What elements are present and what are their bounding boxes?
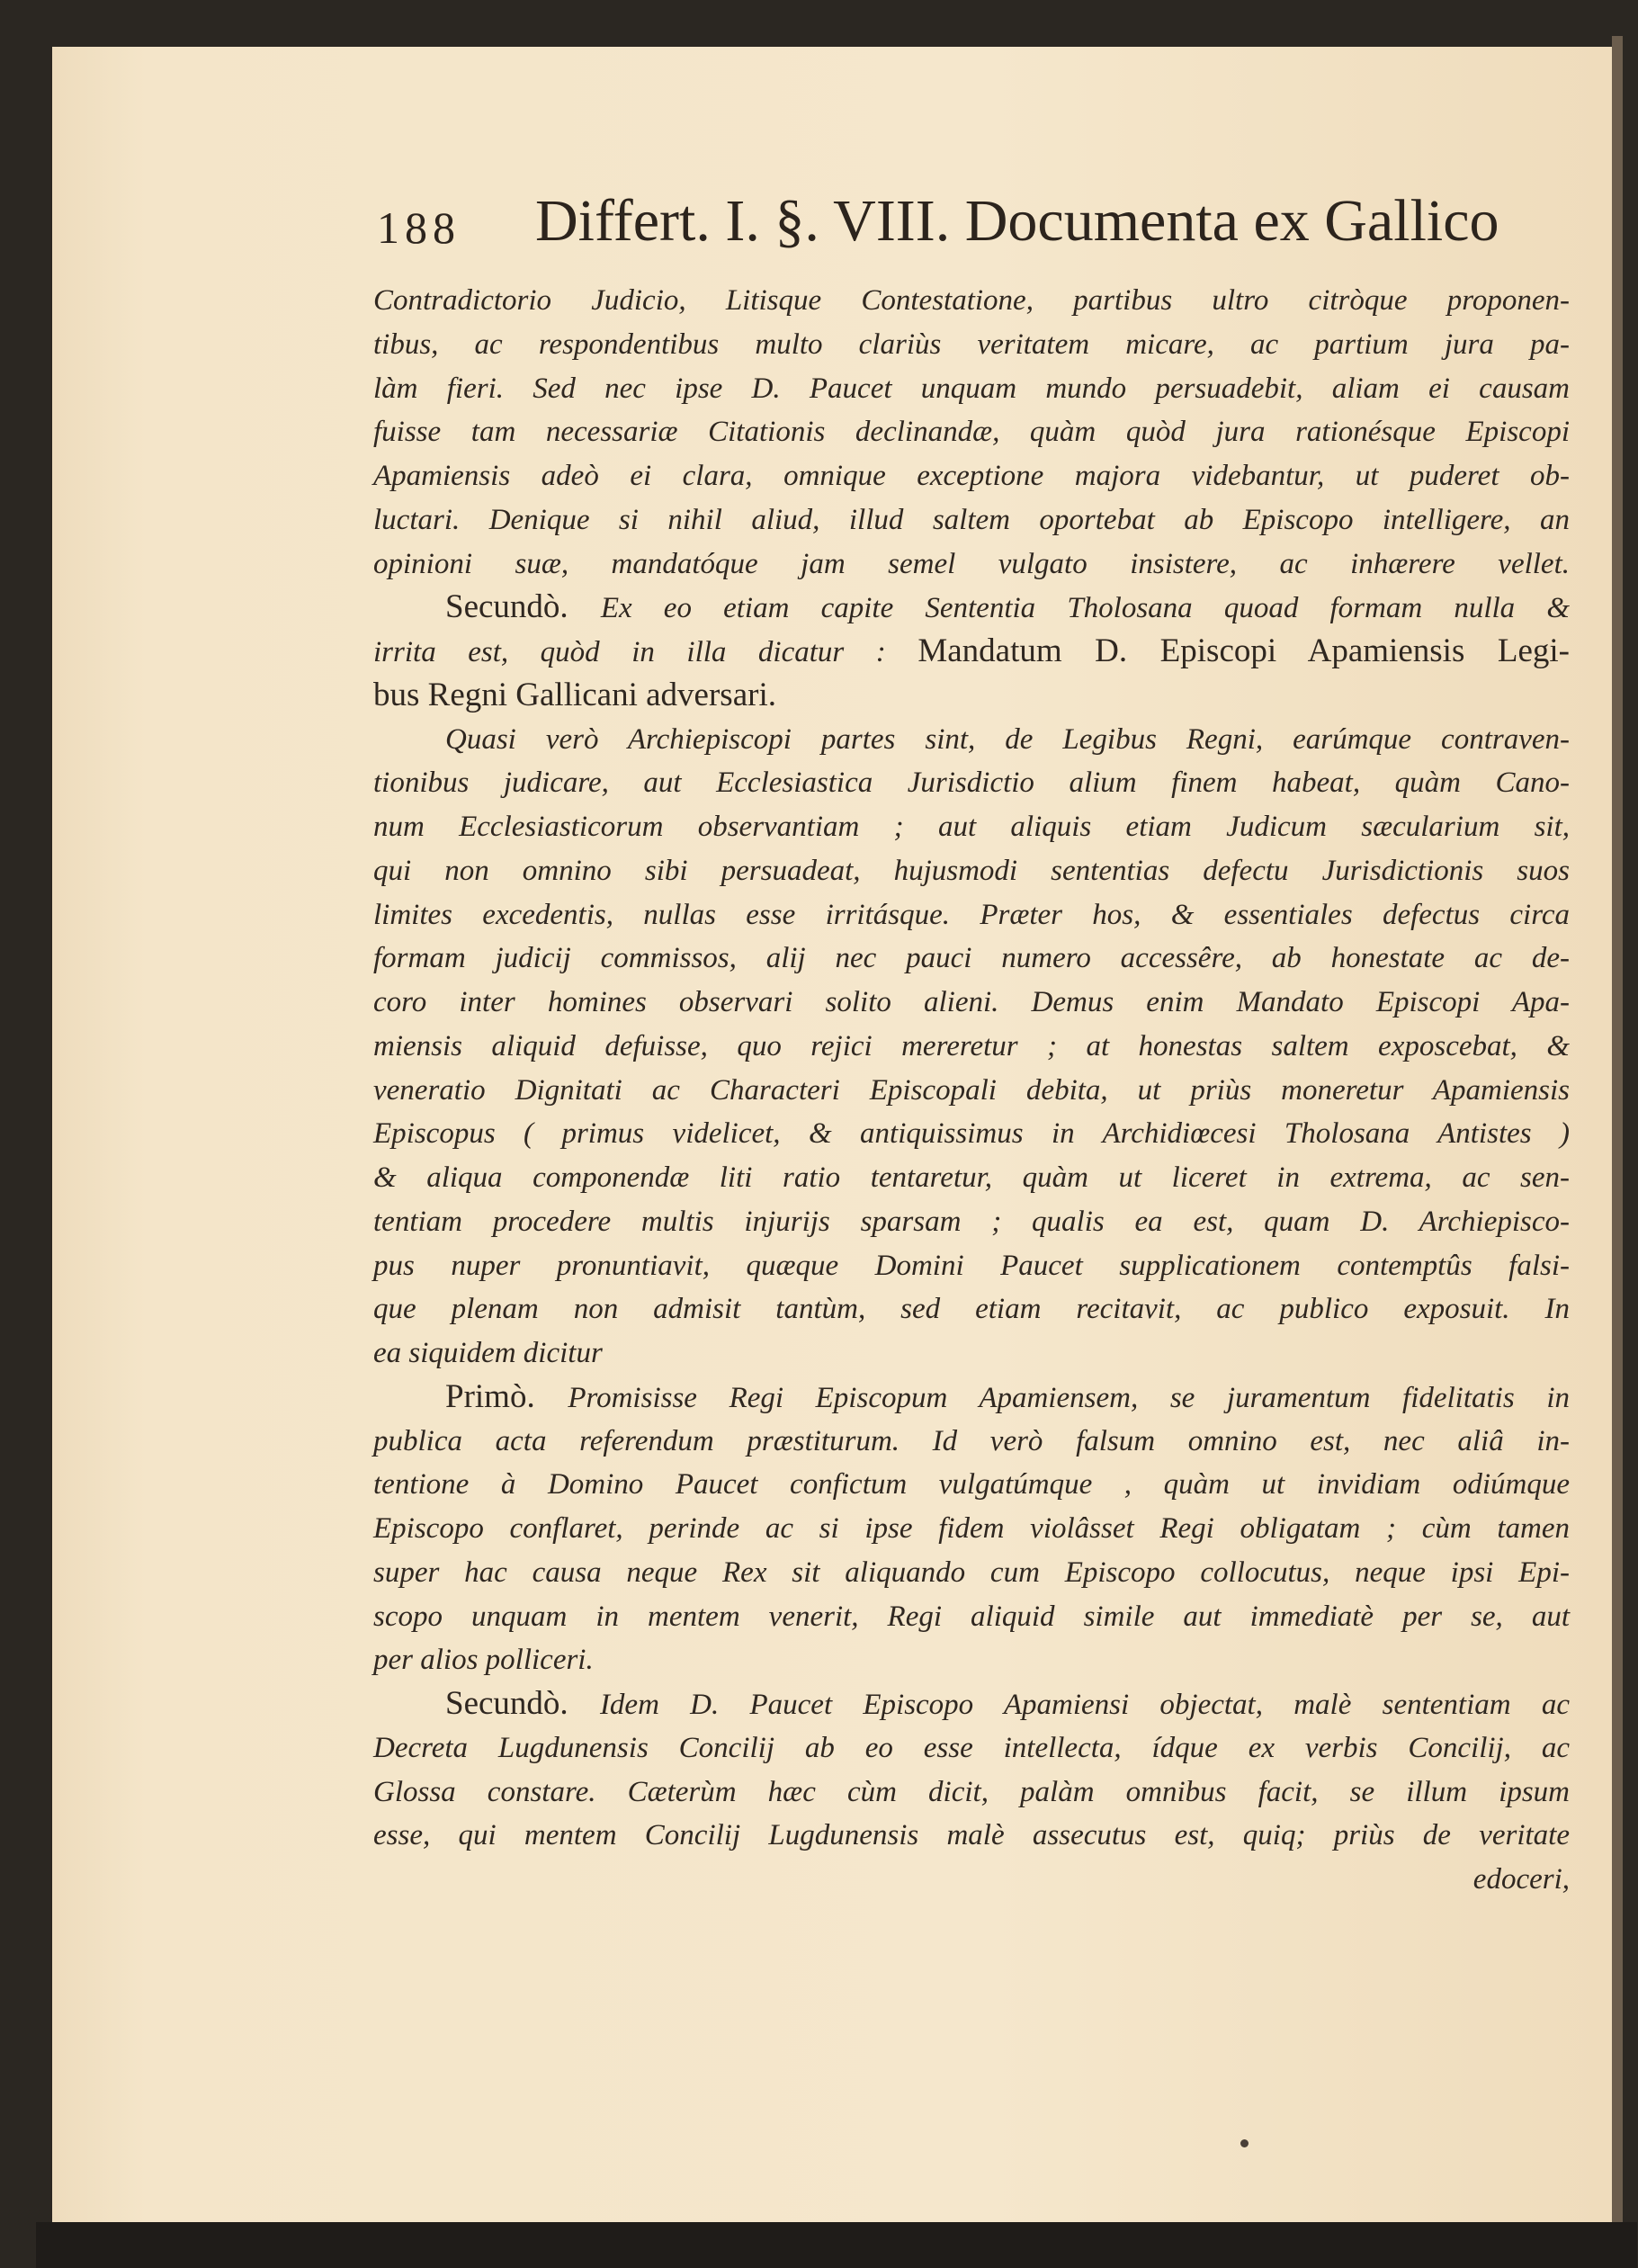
text-line xyxy=(445,1375,1570,1420)
text-line xyxy=(373,1199,1570,1244)
text-line xyxy=(373,1770,1570,1815)
italic-text: irrita est, quòd in illa dicatur : xyxy=(373,636,918,668)
italic-text: esse, qui mentem Concilij Lugdunensis malè assecutus est, quiq; priùs de veritate xyxy=(373,1819,1570,1852)
text-line xyxy=(373,1155,1570,1200)
text-line xyxy=(373,760,1570,805)
roman-text: Secundò. xyxy=(445,1685,600,1722)
italic-text: & aliqua componendæ liti ratio tentaretur, quàm ut liceret in extrema, ac sen- xyxy=(373,1161,1570,1194)
text-line xyxy=(373,1462,1570,1507)
text-line xyxy=(373,1331,1570,1376)
italic-text: Quasi verò Archiepiscopi partes sint, de Legibus Regni, earúmque contraven- xyxy=(445,722,1570,756)
italic-text: làm fieri. Sed nec ipse D. Paucet unquam mundo persuadebit, aliam ei causam xyxy=(373,372,1570,405)
italic-text: Apamiensis adeò ei clara, omnique exceptione majora videbantur, ut puderet ob- xyxy=(373,460,1570,492)
text-line xyxy=(373,1286,1570,1331)
text-line xyxy=(373,892,1570,937)
italic-text: que plenam non admisit tantùm, sed etiam recitavit, ac publico exposuit. In xyxy=(373,1293,1570,1326)
italic-text: Promisisse Regi Episcopum Apamiensem, se juramentum fidelitatis in xyxy=(568,1381,1570,1414)
text-line xyxy=(373,804,1570,849)
text-line xyxy=(373,980,1570,1025)
italic-text: tentiam procedere multis injurijs sparsam ; qualis ea est, quam D. Archiepisco- xyxy=(373,1205,1570,1238)
text-line xyxy=(373,848,1570,893)
italic-text: super hac causa neque Rex sit aliquando cum Episcopo collocutus, neque ipsi Epi- xyxy=(373,1555,1570,1589)
text-line xyxy=(373,498,1570,542)
page-header xyxy=(377,187,1499,259)
italic-text: Episcopus ( primus videlicet, & antiquissimus in Archidiœcesi Tholosana Antistes ) xyxy=(373,1117,1570,1151)
text-line xyxy=(445,1681,1570,1726)
italic-text: tentione à Domino Paucet confictum vulgatúmque , quàm ut invidiam odiúmque xyxy=(373,1468,1570,1502)
italic-text: publica acta referendum præstiturum. Id verò falsum omnino est, nec aliâ in- xyxy=(373,1424,1570,1457)
text-line xyxy=(373,1594,1570,1639)
italic-text: Idem D. Paucet Episcopo Apamiensi objectat, malè sententiam ac xyxy=(599,1689,1570,1721)
page-edge xyxy=(1612,36,1623,2231)
italic-text: Contradictorio Judicio, Litisque Contestatione, partibus ultro citròque proponen- xyxy=(373,284,1570,317)
text-line xyxy=(373,1726,1570,1770)
page-number: 188 xyxy=(377,202,461,253)
text-line xyxy=(373,1637,1570,1682)
italic-text: tibus, ac respondentibus multo clariùs veritatem micare, ac partium jura pa- xyxy=(373,327,1570,361)
italic-text: veneratio Dignitati ac Characteri Episcopali debita, ut priùs moneretur Apamiensis xyxy=(373,1073,1570,1107)
italic-text: scopo unquam in mentem venerit, Regi aliquid simile aut immediatè per se, aut xyxy=(373,1600,1570,1633)
roman-text: Mandatum D. Episcopi Apamiensis Legi- xyxy=(917,632,1570,669)
running-title: Differt. I. §. VIII. Documenta ex Gallico xyxy=(535,188,1499,254)
text-line xyxy=(373,1068,1570,1113)
text-line xyxy=(373,673,1570,718)
scan-border xyxy=(36,2222,1637,2268)
italic-text: edoceri, xyxy=(1472,1863,1570,1896)
text-line xyxy=(445,717,1570,762)
italic-text: opinioni suæ, mandatóque jam semel vulgato insistere, ac inhærere vellet. xyxy=(373,547,1570,580)
italic-text: Glossa constare. Cæterùm hæc cùm dicit, palàm omnibus facit, se illum ipsum xyxy=(373,1775,1570,1808)
text-line xyxy=(373,1419,1570,1464)
text-line xyxy=(373,1243,1570,1288)
text-line xyxy=(373,1111,1570,1156)
text-line xyxy=(373,322,1570,367)
text-line xyxy=(373,366,1570,411)
text-line xyxy=(373,542,1570,587)
roman-text: bus Regni Gallicani adversari. xyxy=(373,676,776,713)
italic-text: limites excedentis, nullas esse irritásque. Præter hos, & essentiales defectus circa xyxy=(373,898,1570,931)
roman-text: Secundò. xyxy=(445,588,601,626)
italic-text: pus nuper pronuntiavit, quæque Domini Paucet supplicationem contemptûs falsi- xyxy=(373,1249,1570,1282)
text-line xyxy=(445,585,1570,630)
text-line xyxy=(373,1506,1570,1551)
italic-text: tionibus judicare, aut Ecclesiastica Jurisdictio alium finem habeat, quàm Cano- xyxy=(373,766,1570,800)
text-line xyxy=(373,453,1570,498)
text-line xyxy=(373,409,1570,454)
italic-text: Ex eo etiam capite Sententia Tholosana quoad formam nulla & xyxy=(600,592,1570,625)
italic-text: Decreta Lugdunensis Concilij ab eo esse intellecta, ídque ex verbis Concilij, ac xyxy=(373,1731,1570,1764)
italic-text: fuisse tam necessariæ Citationis declinandæ, quàm quòd jura rationésque Episcopi xyxy=(373,416,1570,449)
text-line xyxy=(373,936,1570,981)
italic-text: num Ecclesiasticorum observantiam ; aut aliquis etiam Judicum sæcularium sit, xyxy=(373,811,1570,843)
italic-text: Episcopo conflaret, perinde ac si ipse fidem violâsset Regi obligatam ; cùm tamen xyxy=(373,1512,1570,1545)
text-line xyxy=(373,1550,1570,1595)
italic-text: qui non omnino sibi persuadeat, hujusmodi sententias defectu Jurisdictionis suos xyxy=(373,854,1570,887)
italic-text: ea siquidem dicitur xyxy=(373,1337,603,1369)
text-line xyxy=(373,1857,1570,1902)
italic-text: miensis aliquid defuisse, quo rejici mereretur ; at honestas saltem exposcebat, & xyxy=(373,1029,1570,1062)
italic-text: luctari. Denique si nihil aliud, illud saltem oportebat ab Episcopo intelligere, an xyxy=(373,503,1570,536)
italic-text: coro inter homines observari solito alieni. Demus enim Mandato Episcopi Apa- xyxy=(373,986,1570,1018)
roman-text: Primò. xyxy=(445,1377,568,1415)
text-line xyxy=(373,629,1570,674)
italic-text: formam judicij commissos, alij nec pauci numero accessêre, ab honestate ac de- xyxy=(373,942,1570,975)
italic-text: per alios polliceri. xyxy=(373,1644,594,1677)
text-line xyxy=(373,278,1570,323)
text-line xyxy=(373,1024,1570,1069)
ink-spot xyxy=(1240,2139,1249,2147)
text-line xyxy=(373,1813,1570,1858)
